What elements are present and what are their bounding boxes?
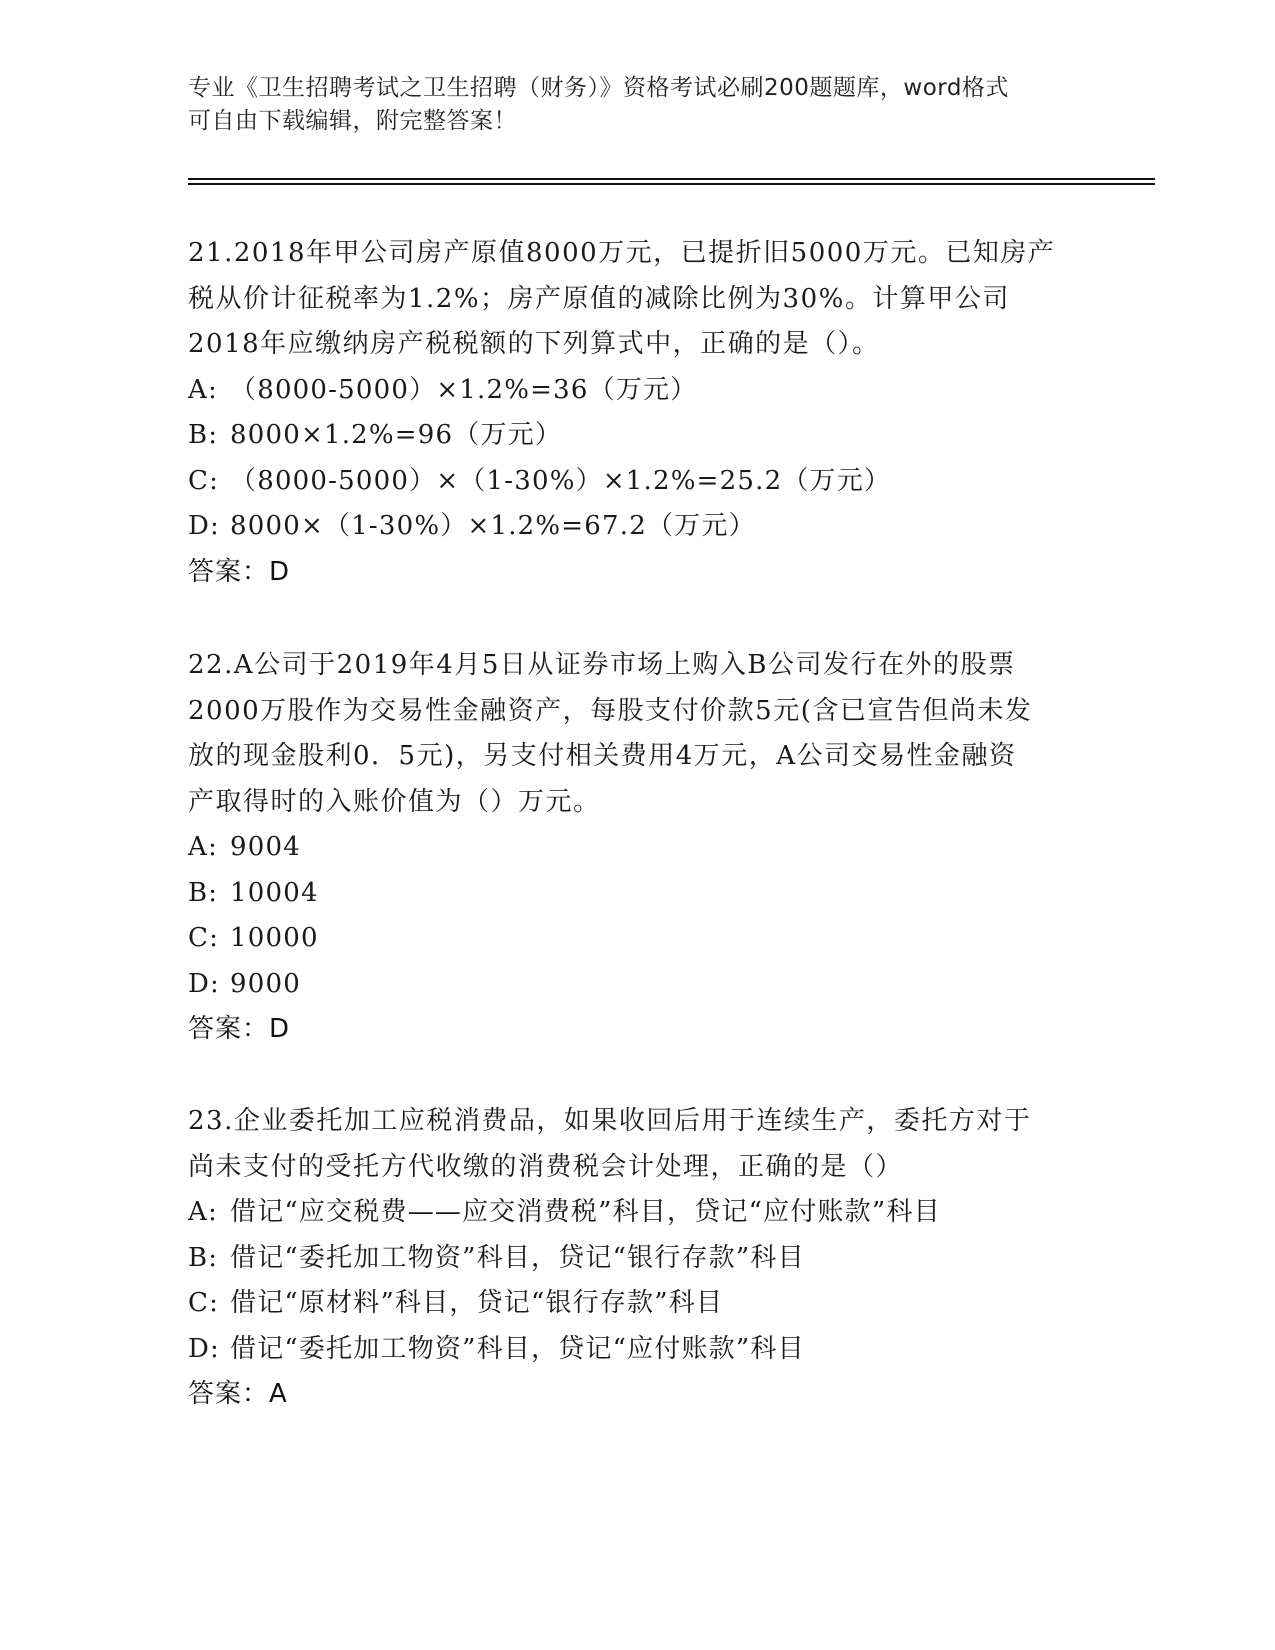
option-b: [188, 413, 1068, 459]
option-a: [188, 368, 1068, 414]
answer-line: 答案：D: [188, 556, 291, 587]
option-d: [188, 504, 1068, 550]
option-b: [188, 871, 1068, 917]
option-text: 借记“委托加工物资”科目，贷记“应付账款”科目: [230, 1333, 805, 1364]
option-d: [188, 962, 1068, 1008]
option-d: [188, 1327, 1068, 1373]
option-key: B:: [188, 420, 219, 450]
stem-line: 22.A公司于2019年4月5日从证券市场上购入B公司发行在外的股票: [188, 650, 1016, 680]
question-stem: [188, 1099, 1068, 1190]
option-key: C:: [188, 923, 220, 953]
option-c: [188, 916, 1068, 962]
document-header: [188, 72, 1088, 138]
option-text: 10000: [230, 923, 319, 953]
answer-line: 答案：A: [188, 1379, 288, 1409]
option-text: （8000-5000）×（1-30%）×1.2%=25.2（万元）: [230, 465, 892, 496]
stem-line: 税从价计征税率为1.2%；房产原值的减除比例为30%。计算甲公司: [188, 283, 1010, 314]
option-key: A:: [188, 832, 218, 862]
option-key: B:: [188, 877, 219, 908]
divider-line-bottom: [188, 183, 1155, 185]
option-b: [188, 1236, 1068, 1282]
option-key: A:: [188, 374, 218, 405]
option-text: 9000: [230, 968, 301, 999]
option-c: [188, 1281, 1068, 1327]
option-key: C:: [188, 465, 220, 496]
header-divider: [188, 178, 1155, 185]
question-stem: [188, 643, 1068, 825]
option-text: （8000-5000）×1.2%=36（万元）: [230, 374, 698, 405]
option-text: 9004: [230, 832, 301, 862]
option-key: D:: [188, 511, 221, 541]
option-key: D:: [188, 968, 221, 999]
option-key: C:: [188, 1288, 220, 1318]
question-21: [188, 231, 1068, 595]
stem-line: 放的现金股利0．5元)，另支付相关费用4万元，A公司交易性金融资: [188, 741, 1017, 771]
option-text: 借记“原材料”科目，贷记“银行存款”科目: [230, 1288, 724, 1318]
divider-line-top: [188, 178, 1155, 180]
stem-line: 尚未支付的受托方代收缴的消费税会计处理，正确的是（）: [188, 1151, 904, 1182]
option-text: 10004: [230, 877, 319, 908]
stem-line: 产取得时的入账价值为（）万元。: [188, 786, 601, 817]
option-text: 借记“委托加工物资”科目，贷记“银行存款”科目: [230, 1242, 805, 1273]
header-title-line-1: 专业《卫生招聘考试之卫生招聘（财务）》资格考试必刷200题题库，word格式: [188, 75, 1009, 101]
question-23: [188, 1099, 1068, 1418]
option-key: D:: [188, 1333, 221, 1364]
option-a: [188, 1190, 1068, 1236]
stem-line: 23.企业委托加工应税消费品，如果收回后用于连续生产，委托方对于: [188, 1106, 1032, 1136]
option-key: B:: [188, 1242, 219, 1273]
option-text: 8000×（1-30%）×1.2%=67.2（万元）: [230, 511, 756, 541]
stem-line: 2018年应缴纳房产税税额的下列算式中，正确的是（）。: [188, 329, 880, 359]
option-text: 8000×1.2%=96（万元）: [230, 420, 563, 450]
header-title-line-2: 可自由下载编辑，附完整答案！: [188, 108, 517, 134]
question-stem: [188, 231, 1068, 368]
stem-line: 21.2018年甲公司房产原值8000万元，已提折旧5000万元。已知房产: [188, 238, 1056, 268]
option-a: [188, 825, 1068, 871]
option-text: 借记“应交税费——应交消费税”科目，贷记“应付账款”科目: [230, 1197, 941, 1227]
option-c: [188, 459, 1068, 505]
stem-line: 2000万股作为交易性金融资产，每股支付价款5元(含已宣告但尚未发: [188, 695, 1033, 726]
question-22: [188, 643, 1068, 1053]
option-key: A:: [188, 1197, 218, 1227]
answer-line: 答案：D: [188, 1014, 291, 1044]
